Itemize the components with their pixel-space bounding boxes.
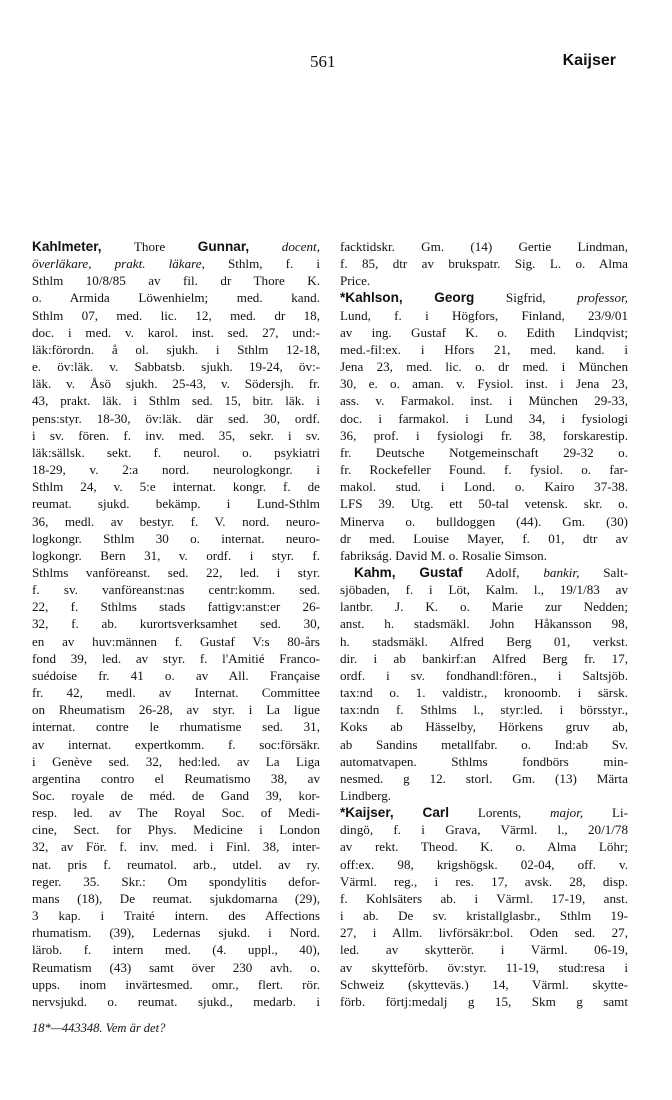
word: överläkare, (32, 256, 92, 272)
text-line: 18-29, v. 2:a nord. neurologkongr. i (32, 462, 320, 478)
text-line: 3 kap. i Traité intern. des Affections (32, 908, 320, 924)
text-line: läk:förordn. å ol. sjukh. i Sthlm 12-18, (32, 341, 320, 357)
word: Li- (612, 805, 629, 821)
page-header (0, 52, 672, 76)
text-line: 27, i Allm. livförsäkr:bol. Oden sed. 27, (340, 925, 628, 941)
text-line: Soc. royale de méd. de Gand 39, kor- (32, 788, 320, 803)
word: Thore (133, 239, 166, 254)
text-line: rhumatism. (39), Ledernas sjukd. i Nord. (32, 925, 320, 941)
text-line: i sv. fören. f. inv. med. 35, sekr. i sv. (32, 427, 320, 443)
text-line: fond 39, led. av styr. f. l'Amitié Franco- (32, 650, 320, 666)
text-line: dir. i ab bankirf:an Alfred Berg fr. 17, (340, 650, 628, 666)
word: Kahm, (354, 564, 396, 580)
word: major, (550, 805, 584, 821)
text-line: f. Kohlsäters ab. i Värml. 17-19, anst. (340, 890, 628, 906)
text-line (340, 289, 628, 306)
text-line: Sthlm 24, v. 5:e internat. kongr. f. de (32, 479, 320, 495)
word: i (316, 256, 321, 272)
text-line: doc. i med. v. karol. inst. sed. 27, und:- (32, 324, 320, 340)
text-line: tax:ndn f. Sthlms l., styr:led. i börsstyr., (340, 702, 628, 718)
text-line: fabrikság. David M. o. Rosalie Simson. (340, 547, 547, 563)
text-line: med.-fil:ex. i Hfors 21, med. kand. i (340, 341, 628, 357)
text-line: nervsjukd. o. reumat. sjukd., medarb. i (32, 993, 320, 1009)
text-line: Lund, f. i Högfors, Finland, 23/9/01 (340, 307, 628, 323)
text-line: 30, e. o. aman. v. Fysiol. inst. i Jena 23, (340, 376, 628, 392)
word: prakt. (114, 256, 146, 272)
text-line: ab Sandins metallfabr. o. Ind:ab Sv. (340, 736, 628, 752)
text-line: i Genève sed. 32, hed:led. av La Liga (32, 753, 320, 769)
text-line: i ab. De sv. kristallglasbr., Sthlm 19- (340, 908, 628, 924)
text-line: sjöbaden, f. i Löt, Kalm. l., 19/1/83 av (340, 582, 628, 598)
right-column (340, 238, 628, 1010)
text-line: nat. pris f. reumatol. arb., utdel. av ry. (32, 856, 320, 872)
text-line: läk:sällsk. sekt. f. neurol. o. psykiatri (32, 444, 320, 460)
text-line: h. stadsmäkl. Alfred Berg 01, verkst. (340, 633, 628, 649)
word: Adolf, (485, 564, 520, 580)
text-line: av rekt. Theod. K. o. Alma Löhr; (340, 839, 628, 855)
text-line: Värml. reg., i res. 17, avsk. 28, disp. (340, 873, 628, 889)
text-line: f. 85, dtr av brukspatr. Sig. L. o. Alma (340, 256, 628, 272)
word: Sthlm, (227, 256, 263, 272)
text-line: av skytteförb. öv:styr. 11-19, stud:resa i (340, 959, 628, 975)
word: Gustaf (419, 564, 463, 580)
text-line: Sthlm 07, med. lic. 12, med. dr 18, (32, 307, 320, 323)
word: Kahlmeter, (32, 239, 102, 254)
text-line: Sthlms vanföreanst. sed. 22, led. i styr. (32, 564, 320, 580)
text-line: dingö, f. i Grava, Värml. l., 20/1/78 (340, 822, 628, 838)
text-line: internat. contre le rhumatisme sed. 31, (32, 719, 320, 735)
text-line: Schweiz (skytteväs.) 14, Värml. skytte- (340, 976, 628, 992)
running-head: Kaijser (562, 52, 616, 69)
text-line: f. sv. vanföreanst:nas centr:komm. sed. (32, 582, 320, 598)
text-line: upps. inom invärtesmed. omr., flert. rör. (32, 976, 320, 992)
word: läkare, (168, 256, 205, 272)
text-line: cine, Sect. for Phys. Medicine i London (32, 822, 320, 838)
text-line: led. av skytterör. i Värml. 06-19, (340, 942, 628, 958)
word: Sigfrid, (505, 290, 546, 306)
text-line: automatvapen. Sthlms fondbörs min- (340, 753, 628, 769)
text-line: förb. förtj:medalj g 15, Skm g samt (340, 993, 628, 1009)
text-line: logkongr. Bern 31, v. ordf. i styr. f. (32, 547, 320, 563)
word: *Kaijser, (340, 805, 394, 821)
word: professor, (577, 290, 628, 306)
word: Salt- (603, 564, 628, 580)
text-line: doc. i farmakol. i Lund 34, i fysiologi (340, 410, 628, 426)
text-line: Minerva o. bulldoggen (44). Gm. (30) (340, 513, 628, 529)
text-line (32, 255, 320, 272)
text-line: resp. led. av The Royal Soc. of Medi- (32, 805, 320, 821)
text-line: 22, f. Sthlms stads fattigv:anst:er 26- (32, 599, 320, 615)
text-line: fr. Rockefeller Found. f. fysiol. o. far- (340, 462, 628, 478)
text-line: av ing. Gustaf K. o. Edith Lindqvist; (340, 324, 628, 340)
text-line: Price. (340, 273, 371, 289)
text-line: lärob. f. intern med. (4. uppl., 40), (32, 942, 320, 958)
text-line: 36, prof. i fysiologi fr. 38, forskarestip. (340, 427, 628, 443)
text-line: on Rheumatism 26-28, av styr. i La ligue (32, 702, 320, 718)
word: docent, (281, 239, 320, 254)
text-line: ass. v. Farmakol. inst. i München 29-33, (340, 393, 628, 409)
print-signature: 18*—443348. Vem är det? (32, 1021, 166, 1036)
text-line: Jena 23, med. lic. o. dr med. i München (340, 359, 628, 375)
text-line: pens:styr. 18-30, öv:läk. där sed. 30, ordf. (32, 410, 320, 426)
text-line (340, 564, 628, 581)
text-line: läk. v. Åsö sjukh. 25-43, v. Södersjh. fr. (32, 376, 320, 392)
text-line: 32, av För. f. inv. med. i Finl. 38, inter- (32, 839, 320, 855)
word: Georg (434, 290, 475, 306)
text-line: logkongr. Sthlm 30 o. internat. neuro- (32, 530, 320, 546)
text-line (32, 238, 320, 255)
word: Lorents, (477, 805, 522, 821)
text-line: ordf. i sv. fondhandl:fören., i Saltsjöb. (340, 667, 628, 683)
text-line: facktidskr. Gm. (14) Gertie Lindman, (340, 239, 628, 254)
text-line (340, 804, 628, 821)
text-line: makol. stud. i Lond. o. Kairo 37-38. (340, 479, 628, 495)
text-line: off:ex. 98, krigshögsk. 02-04, off. v. (340, 856, 628, 872)
page-number: 561 (310, 52, 336, 71)
text-line: Sthlm 10/8/85 av fil. dr Thore K. (32, 273, 320, 289)
text-line: tax:nd o. 1. valdistr., kronoomb. i särsk. (340, 685, 628, 701)
text-line: argentina contro el Reumatismo 38, av (32, 770, 320, 786)
word: f. (285, 256, 294, 272)
text-line: 36, medl. av bestyr. f. V. nord. neuro- (32, 513, 320, 529)
text-line: reger. 35. Skr.: Om spondylitis defor- (32, 873, 320, 889)
word: *Kahlson, (340, 290, 403, 306)
text-line: nesmed. g 12. storl. Gm. (13) Märta (340, 770, 628, 786)
text-line: anst. h. stadsmäkl. John Håkansson 98, (340, 616, 628, 632)
text-line: lantbr. J. K. o. Marie zur Nedden; (340, 599, 628, 615)
text-line: o. Armida Löwenhielm; med. kand. (32, 290, 320, 306)
text-line: fr. 42, medl. av Internat. Committee (32, 685, 320, 701)
text-line: Lindberg. (340, 788, 392, 803)
text-line: Koks ab Hässelby, Hörkens gruv ab, (340, 719, 628, 735)
text-line: Reumatism (43) samt över 230 avh. o. (32, 959, 320, 975)
word: Carl (422, 805, 449, 821)
text-line: fr. Deutsche Notgemeinschaft 29-32 o. (340, 444, 628, 460)
word: bankir, (543, 564, 580, 580)
word: Gunnar, (197, 239, 250, 254)
text-line: av internat. expertkomm. f. soc:försäkr. (32, 736, 320, 752)
text-line: e. öv:läk. v. Sabbatsb. sjukh. 19-24, öv:- (32, 359, 320, 375)
text-line: en av huv:männen f. Gustaf V:s 80-års (32, 633, 320, 649)
text-line: 32, f. ab. kurortsverksamhet sed. 30, (32, 616, 320, 632)
text-line: dr med. Louise Mayer, f. 01, dtr av (340, 530, 628, 546)
text-line: mans (18), De reumat. sjukdomarna (29), (32, 890, 320, 906)
text-line: reumat. sjukd. bekämp. i Lund-Sthlm (32, 496, 320, 512)
text-line: LFS 39. Utg. ett 50-tal vetensk. skr. o. (340, 496, 628, 512)
text-line: suédoise fr. 41 o. av All. Française (32, 667, 320, 683)
text-line: 43, prakt. läk. i Sthlm sed. 15, bitr. läk. i (32, 393, 320, 409)
left-column (32, 238, 320, 1037)
